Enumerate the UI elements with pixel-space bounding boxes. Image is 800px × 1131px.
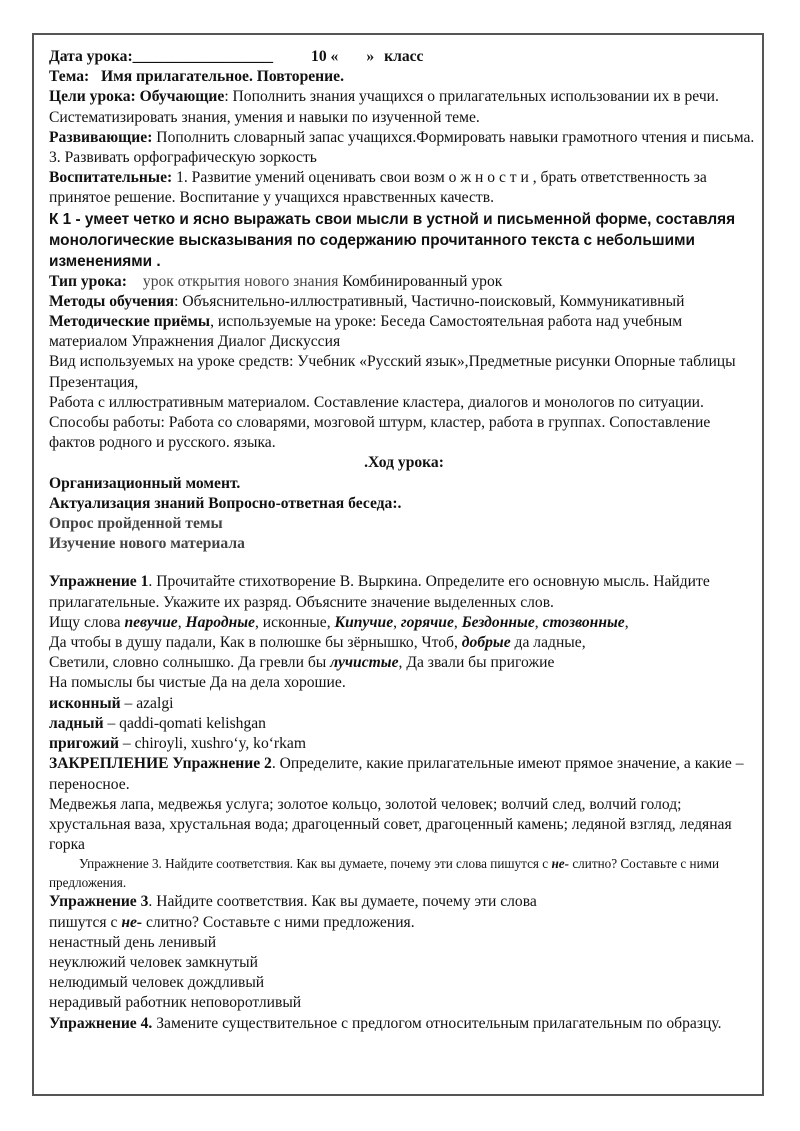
document-content xyxy=(49,47,759,1034)
ex1-text: . Прочитайте стихотворение В. Выркина. Определите его основную мысль. Найдите прилагательные. Укажите их разряд. Объясните значение выделенных слов. xyxy=(49,573,710,611)
lesson-type-gray: урок открытия нового знания xyxy=(142,272,339,290)
methods-value: : Объяснительно-иллюстративный, Частично-поисковый, Коммуникативный xyxy=(174,292,685,310)
goals-razv xyxy=(49,128,759,168)
topic-line xyxy=(49,67,759,87)
survey: Опрос пройденной темы xyxy=(49,515,223,533)
date-line xyxy=(49,47,759,67)
k1-competence: К 1 - умеет четко и ясно выражать свои мысли в устной и письменной форме, составляя монологические высказывания по содержанию прочитанного текста с небольшими изменениями . xyxy=(49,210,736,270)
razv-text: Пополнить словарный запас учащихся.Формировать навыки грамотного чтения и письма. 3. Развивать орфографическую зоркость xyxy=(49,128,755,167)
lesson-type-label: Тип урока: xyxy=(49,272,127,290)
ex3-pair: нелюдимый человек дождливый xyxy=(49,974,265,992)
poem-line-2: Да чтобы в душу падали, Как в полюшке бы зёрнышко, Чтоб, добрые да ладные, xyxy=(49,634,586,652)
techniques xyxy=(49,312,759,352)
methods-label: Методы обучения xyxy=(49,292,175,310)
exercise-3-small: Упражнение 3. Найдите соответствия. Как вы думаете, почему эти слова пишутся с не- слитно? Составьте с ними предложения. xyxy=(49,856,720,890)
exercise-2 xyxy=(49,754,759,794)
razv-label: Развивающие: xyxy=(49,128,153,146)
methods xyxy=(49,292,759,312)
course-title: .Ход урока: xyxy=(364,454,444,472)
ex3-label: Упражнение 3 xyxy=(49,893,149,911)
goals-obuch xyxy=(49,87,759,127)
lesson-type xyxy=(49,272,759,292)
means: Вид используемых на уроке средств: Учебник «Русский язык»,Предметные рисунки Опорные таблицы Презентация, xyxy=(49,353,736,391)
ex3-pair: ненастный день ленивый xyxy=(49,933,217,951)
document-page xyxy=(32,33,764,1096)
actualization: Актуализация знаний Вопросно-ответная беседа:. xyxy=(49,494,402,512)
poem-line-3: Светили, словно солнышко. Да гревли бы лучистые, Да звали бы пригожие xyxy=(49,654,555,672)
spacer xyxy=(49,554,759,572)
grade-number: 10 « xyxy=(311,48,339,65)
techniques-label: Методические приёмы xyxy=(49,313,211,331)
ex2-list: Медвежья лапа, медвежья услуга; золотое кольцо, золотой человек; волчий след, волчий голод; хрустальная ваза, хрустальная вода; драгоценный совет, драгоценный камень; ледяной взгляд, ледяная горка xyxy=(49,795,732,854)
goals-label: Цели урока: xyxy=(49,88,136,106)
lesson-type-value: Комбинированный урок xyxy=(338,272,503,290)
vocab-item: исконный – azalgi xyxy=(49,694,174,712)
ex1-label: Упражнение 1 xyxy=(49,573,149,591)
poem-line-1: Ищу слова певучие, Народные, исконные, Кипучие, горячие, Бездонные, стозвонные, xyxy=(49,613,629,631)
ex4-label: Упражнение 4. xyxy=(49,1014,153,1032)
ex2-label: ЗАКРЕПЛЕНИЕ Упражнение 2 xyxy=(49,755,272,773)
grade-close: » xyxy=(366,48,375,65)
date-label: Дата урока:__________________ xyxy=(49,48,274,65)
exercise-3: Упражнение 3. Найдите соответствия. Как вы думаете, почему эти слова пишутся с не- слитно? Составьте с ними предложения. xyxy=(49,893,537,931)
obuch-label: Обучающие xyxy=(139,88,225,106)
ex4-text: Замените существительное с предлогом относительным прилагательным по образцу. xyxy=(152,1014,722,1032)
vocab-item: пригожий – chiroyli, xushro‘y, ko‘rkam xyxy=(49,735,306,753)
vocab-item: ладный – qaddi-qomati kelishgan xyxy=(49,714,266,732)
techniques-value: , используемые на уроке: Беседа Самостоятельная работа над учебным материалом Упражнения Диалог Дискуссия xyxy=(49,313,683,351)
poem-line-4: На помыслы бы чистые Да на дела хорошие. xyxy=(49,674,346,692)
obuch-text: : Пополнить знания учащихся о прилагательных использовании их в речи. Систематизировать знания, умения и навыки по изученной теме. xyxy=(49,88,719,126)
ex3-pair: неуклюжий человек замкнутый xyxy=(49,953,258,971)
vosp-label: Воспитательные: xyxy=(49,169,173,187)
ex3-pair: нерадивый работник неповоротливый xyxy=(49,994,302,1012)
vosp-text: 1. Развитие умений оценивать свои возм о ж н о с т и , брать ответственность за принятое решение. Воспитание у учащихся нравственных качеств. xyxy=(49,169,707,207)
new-material: Изучение нового материала xyxy=(49,535,245,553)
org-moment: Организационный момент. xyxy=(49,474,241,492)
exercise-4 xyxy=(49,1014,759,1034)
ex2-text: . Определите, какие прилагательные имеют прямое значение, а какие – переносное. xyxy=(49,755,744,793)
topic-label: Тема: xyxy=(49,68,90,86)
topic-value: Имя прилагательное. Повторение. xyxy=(100,68,344,86)
grade-word: класс xyxy=(384,48,424,65)
goals-vosp xyxy=(49,168,759,208)
exercise-1 xyxy=(49,572,759,612)
illustrative-work: Работа с иллюстративным материалом. Составление кластера, диалогов и монологов по ситуации. xyxy=(49,393,704,411)
ways-of-work: Способы работы: Работа со словарями, мозговой штурм, кластер, работа в группах. Сопоставление фактов родного и русского. языка. xyxy=(49,414,711,452)
